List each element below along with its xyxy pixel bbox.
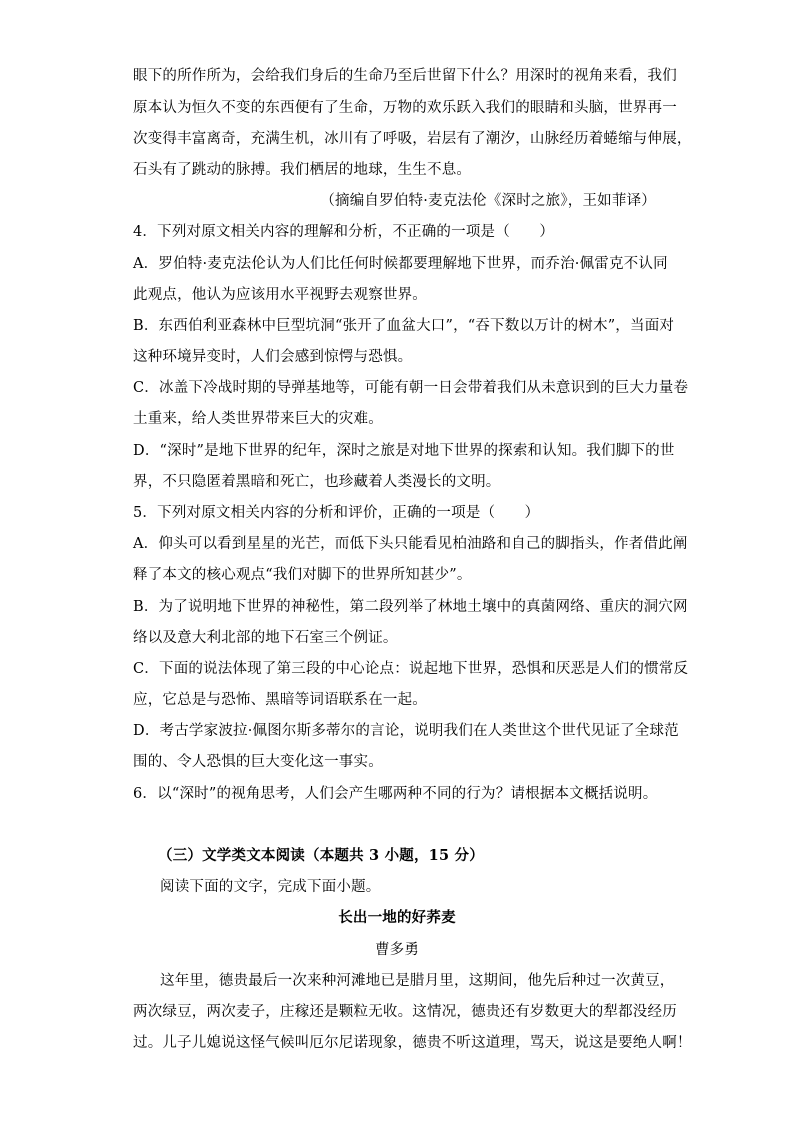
q5-option-d-cont: 围的、令人恐惧的巨大变化这一事实。 <box>133 754 383 770</box>
q5-option-c-cont: 应，它总是与恐怖、黑暗等词语联系在一起。 <box>133 692 427 708</box>
q5-option-a-cont: 释了本文的核心观点“我们对脚下的世界所知甚少”。 <box>133 567 472 583</box>
passage-line: 眼下的所作所为，会给我们身后的生命乃至后世留下什么？用深时的视角来看，我们 <box>133 68 677 84</box>
story-author: 曹多勇 <box>374 942 420 958</box>
q5-option-d: D．考古学家波拉·佩图尔斯多蒂尔的言论，说明我们在人类世这个世代见证了全球范 <box>133 723 679 739</box>
question-4-stem: 4．下列对原文相关内容的理解和分析，不正确的一项是（ ） <box>133 224 555 240</box>
q4-option-d-cont: 界，不只隐匿着黑暗和死亡，也珍藏着人类漫长的文明。 <box>133 474 501 490</box>
story-paragraph-line: 两次绿豆，两次麦子，庄稼还是颗粒无收。这情况，德贵还有岁数更大的犁都没经历 <box>133 1004 677 1020</box>
q5-option-c: C．下面的说法体现了第三段的中心论点：说起地下世界，恐惧和厌恶是人们的惯常反 <box>133 661 689 677</box>
q5-option-a: A．仰头可以看到星星的光芒，而低下头只能看见柏油路和自己的脚指头，作者借此阐 <box>133 536 688 552</box>
q4-option-b-cont: 这种环境异变时，人们会感到惊愕与恐惧。 <box>133 349 413 365</box>
q4-option-c: C．冰盖下冷战时期的导弹基地等，可能有朝一日会带着我们从未意识到的巨大力量卷 <box>133 380 689 396</box>
q5-option-b: B．为了说明地下世界的神秘性，第二段列举了林地土壤中的真菌网络、重庆的洞穴网 <box>133 599 688 615</box>
story-paragraph-line: 过。儿子儿媳说这怪气候叫厄尔尼诺现象，德贵不听这道理，骂天，说这是要绝人啊！ <box>133 1035 692 1051</box>
question-6: 6．以“深时”的视角思考，人们会产生哪两种不同的行为？请根据本文概括说明。 <box>133 786 658 802</box>
section-heading: （三）文学类文本阅读（本题共 3 小题，15 分） <box>158 847 484 864</box>
q4-option-d: D．“深时”是地下世界的纪年，深时之旅是对地下世界的探索和认知。我们脚下的世 <box>133 443 675 459</box>
reading-instruction: 阅读下面的文字，完成下面小题。 <box>160 879 381 895</box>
q5-option-b-cont: 络以及意大利北部的地下石室三个例证。 <box>133 630 398 646</box>
story-paragraph-line: 这年里，德贵最后一次来种河滩地已是腊月里，这期间，他先后种过一次黄豆， <box>160 973 675 989</box>
source-citation: （摘编自罗伯特·麦克法伦《深时之旅》，王如菲译） <box>320 193 656 209</box>
passage-line: 石头有了跳动的脉搏。我们栖居的地球，生生不息。 <box>133 162 472 178</box>
passage-line: 原本认为恒久不变的东西便有了生命，万物的欢乐跃入我们的眼睛和头脑，世界再一 <box>133 100 677 116</box>
passage-line: 次变得丰富离奇，充满生机，冰川有了呼吸，岩层有了潮汐，山脉经历着蜷缩与伸展， <box>133 131 692 147</box>
q4-option-b: B．东西伯利亚森林中巨型坑洞“张开了血盆大口”，“吞下数以万计的树木”，当面对 <box>133 318 675 334</box>
question-5-stem: 5．下列对原文相关内容的分析和评价，正确的一项是（ ） <box>133 505 540 521</box>
story-title: 长出一地的好荞麦 <box>338 909 456 926</box>
q4-option-c-cont: 土重来，给人类世界带来巨大的灾难。 <box>133 411 383 427</box>
q4-option-a-cont: 此观点，他认为应该用水平视野去观察世界。 <box>133 287 427 303</box>
q4-option-a: A．罗伯特·麦克法伦认为人们比任何时候都要理解地下世界，而乔治·佩雷克不认同 <box>133 256 668 272</box>
